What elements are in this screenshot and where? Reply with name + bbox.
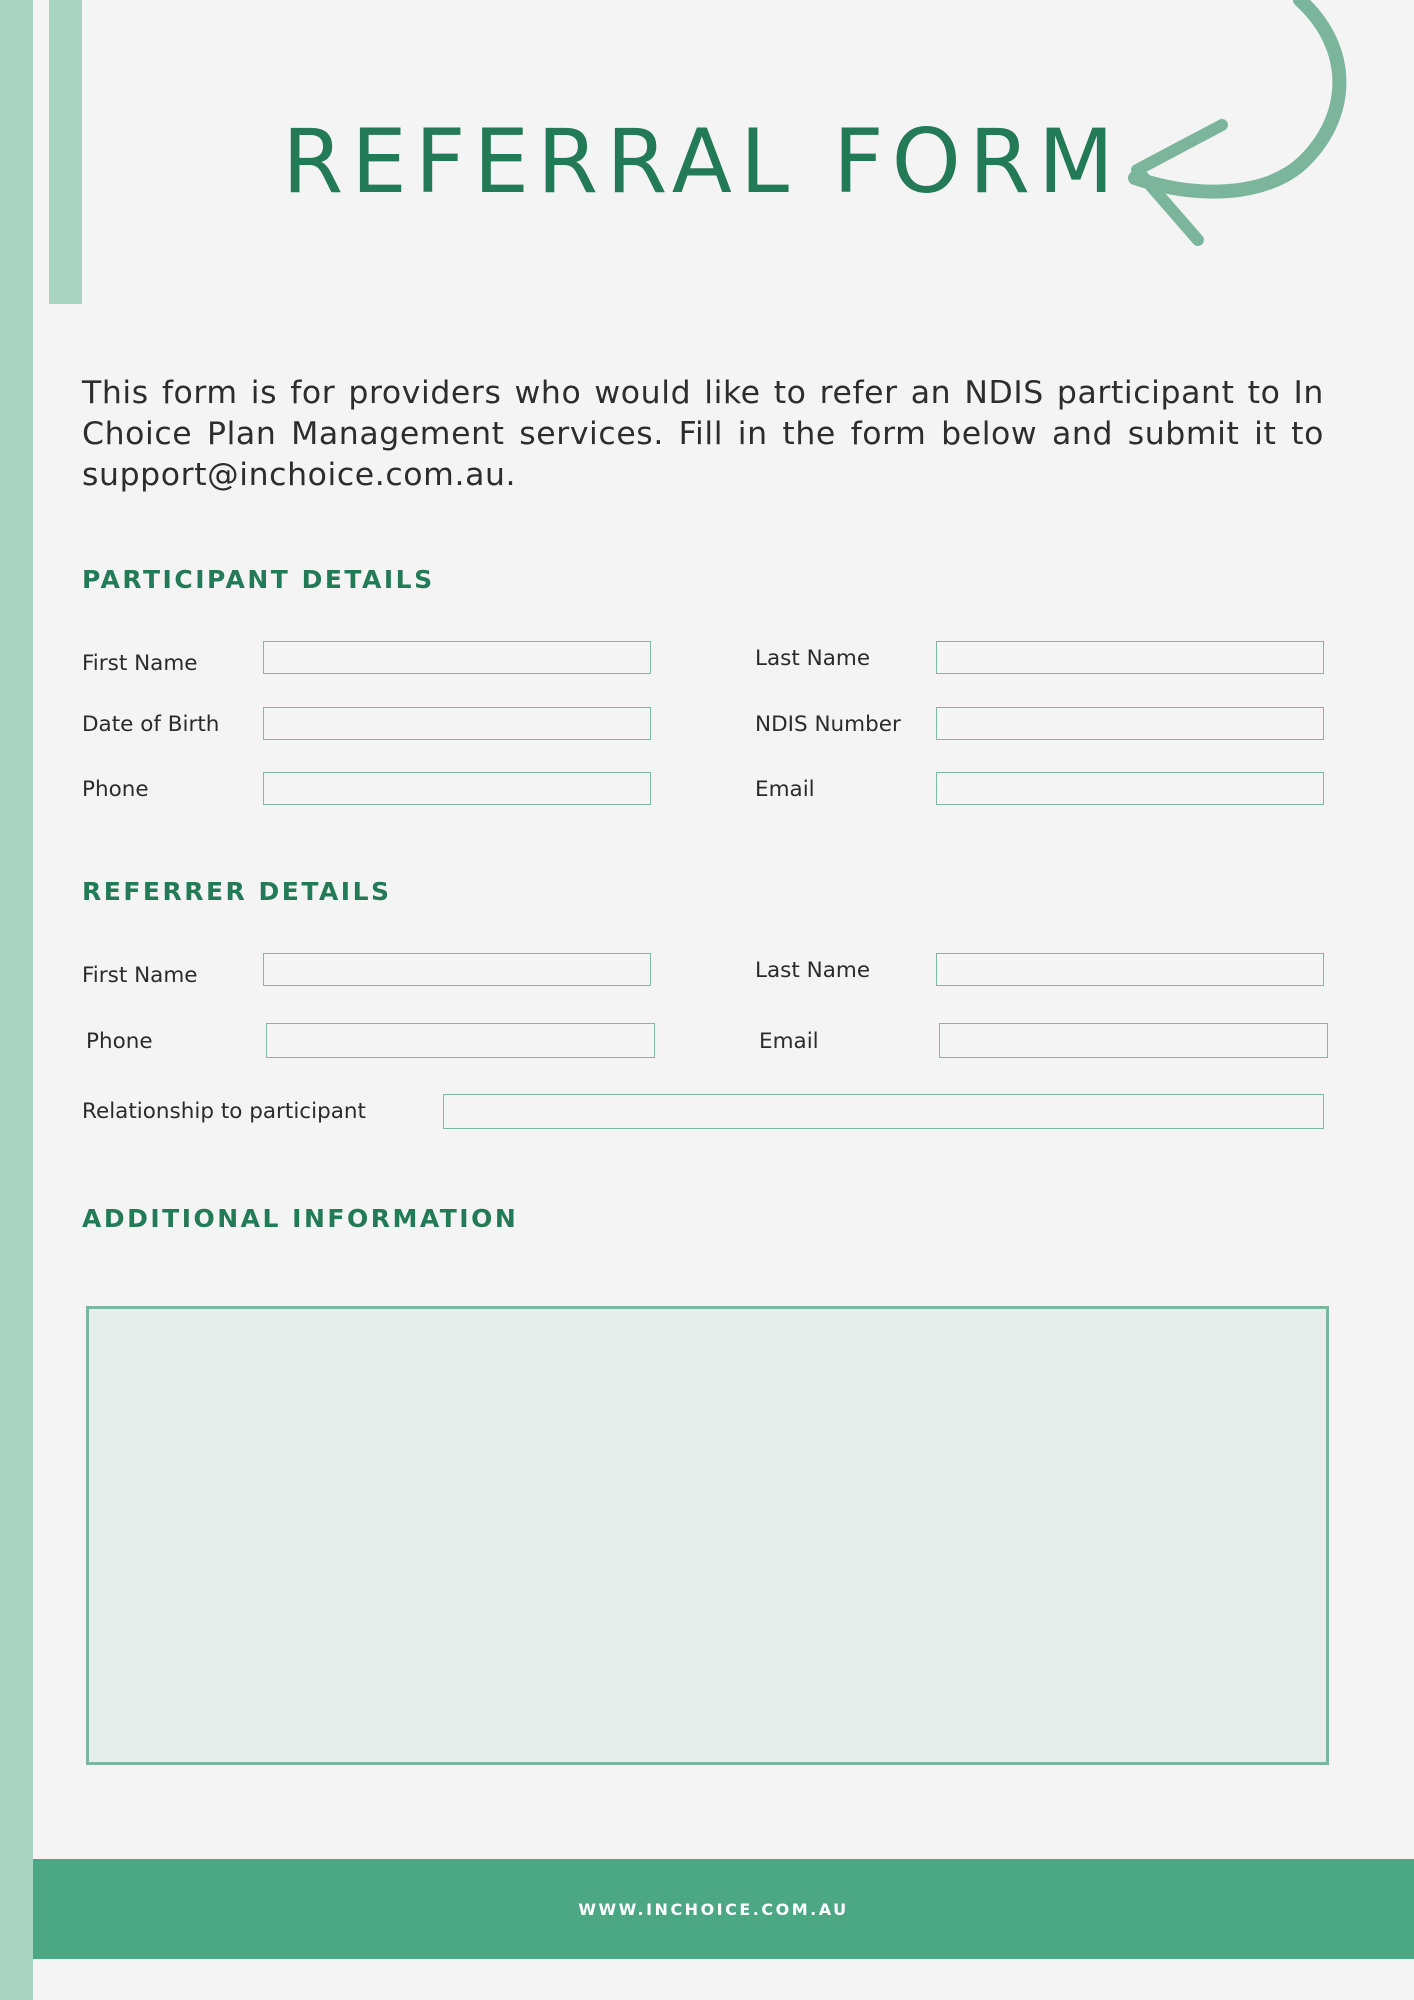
referrer-phone-label: Phone [86,1029,153,1054]
referrer-email-label: Email [759,1029,819,1054]
referrer-details-heading: REFERRER DETAILS [82,877,392,906]
participant-phone-input[interactable] [263,772,651,805]
participant-email-input[interactable] [936,772,1324,805]
relationship-input[interactable] [443,1094,1324,1129]
referrer-phone-input[interactable] [266,1023,655,1058]
referrer-first-name-input[interactable] [263,953,651,986]
participant-ndis-number-label: NDIS Number [755,712,901,737]
participant-first-name-label: First Name [82,651,198,676]
participant-last-name-input[interactable] [936,641,1324,674]
referrer-last-name-input[interactable] [936,953,1324,986]
left-accent-bar [0,0,33,2000]
website-link[interactable]: WWW.INCHOICE.COM.AU [578,1899,849,1919]
participant-dob-label: Date of Birth [82,712,220,737]
participant-last-name-label: Last Name [755,646,871,671]
referrer-first-name-label: First Name [82,963,198,988]
additional-information-heading: ADDITIONAL INFORMATION [82,1204,519,1233]
participant-phone-label: Phone [82,777,149,802]
participant-email-label: Email [755,777,815,802]
participant-dob-input[interactable] [263,707,651,740]
referrer-email-input[interactable] [939,1023,1328,1058]
participant-ndis-number-input[interactable] [936,707,1324,740]
page-title: REFERRAL FORM [282,110,1122,213]
participant-details-heading: PARTICIPANT DETAILS [82,565,435,594]
footer-bar [33,1859,1414,1959]
relationship-label: Relationship to participant [82,1099,366,1124]
additional-information-textarea[interactable] [86,1306,1329,1765]
referrer-last-name-label: Last Name [755,958,871,983]
participant-first-name-input[interactable] [263,641,651,674]
intro-paragraph: This form is for providers who would like to refer an NDIS participant to In Choice Plan Management services. Fill in the form below and submit it to support@inchoice.com.au. [82,375,1324,493]
